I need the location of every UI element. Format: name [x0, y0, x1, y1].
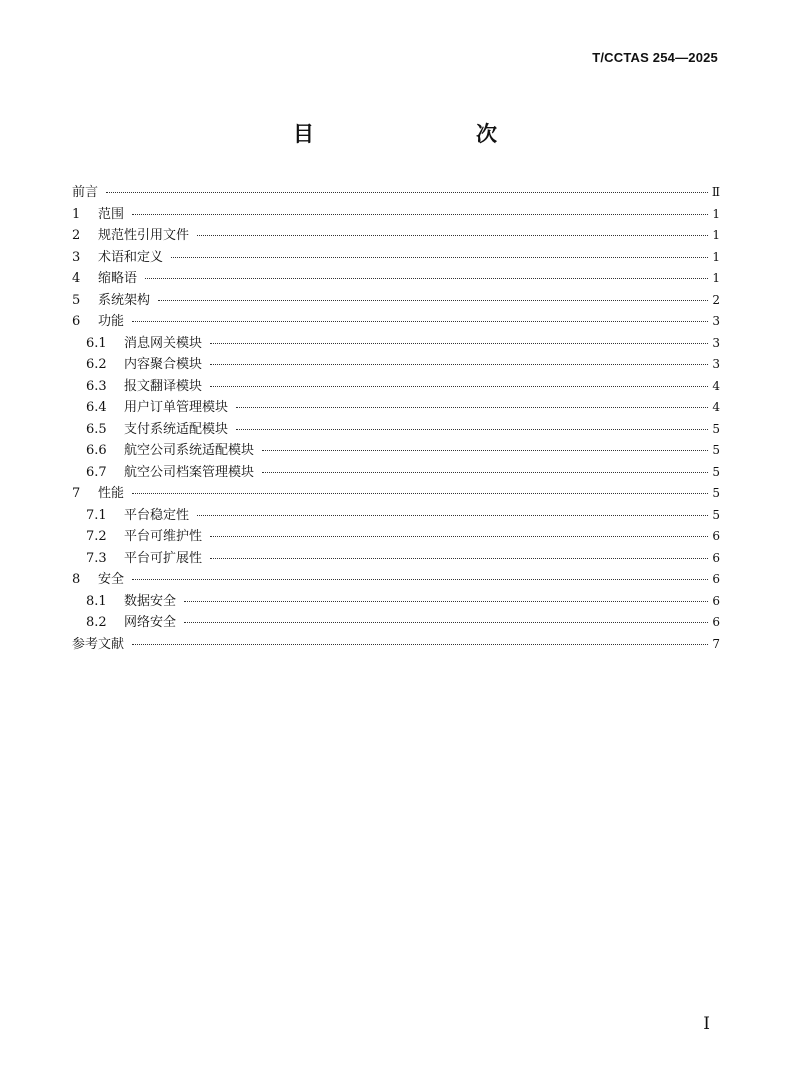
toc-entry-page: 5 [712, 464, 720, 479]
toc-entry-label: 参考文献 [72, 636, 125, 652]
toc-entry-number: 6.4 [86, 400, 107, 415]
table-of-contents [72, 181, 720, 654]
toc-entry-page: 1 [712, 206, 720, 221]
toc-entry-number: 6.2 [86, 357, 107, 372]
dot-leader [210, 558, 708, 559]
toc-entry[interactable] [72, 547, 720, 569]
toc-entry-number: 4 [72, 271, 81, 286]
toc-entry-label: 性能 [98, 486, 125, 501]
toc-entry-label: 系统架构 [98, 292, 151, 308]
toc-entry[interactable] [72, 375, 720, 397]
toc-entry-label: 航空公司系统适配模块 [124, 443, 255, 458]
toc-entry-label: 术语和定义 [98, 249, 164, 265]
toc-entry[interactable] [72, 461, 720, 483]
dot-leader [197, 515, 708, 516]
toc-entry[interactable] [72, 482, 720, 504]
toc-entry-label: 功能 [98, 314, 125, 329]
toc-entry[interactable] [72, 568, 720, 590]
toc-entry[interactable] [72, 203, 720, 225]
toc-entry-page: Ⅱ [711, 185, 720, 199]
toc-entry-label: 平台稳定性 [124, 507, 190, 523]
dot-leader [158, 300, 708, 301]
toc-entry-page: 6 [712, 615, 720, 629]
toc-entry-number: 7 [72, 486, 81, 501]
dot-leader [184, 622, 708, 623]
toc-entry[interactable] [72, 418, 720, 440]
toc-entry[interactable] [72, 181, 720, 203]
dot-leader [184, 601, 708, 602]
dot-leader [132, 644, 708, 645]
toc-entry[interactable] [72, 525, 720, 547]
toc-entry-number: 6.7 [86, 464, 107, 480]
toc-entry-number: 6 [72, 314, 81, 329]
toc-entry-page: 3 [712, 314, 720, 328]
toc-entry[interactable] [72, 611, 720, 633]
toc-entry-page: 5 [712, 486, 720, 500]
toc-entry-label: 平台可维护性 [124, 529, 203, 544]
toc-entry[interactable] [72, 504, 720, 526]
toc-entry-number: 6.3 [86, 378, 107, 394]
toc-entry-label: 支付系统适配模块 [124, 421, 229, 437]
toc-entry-number: 6.1 [86, 335, 107, 351]
dot-leader [171, 257, 708, 258]
toc-entry-page: 5 [712, 507, 720, 522]
dot-leader [236, 429, 708, 430]
toc-entry-page: 7 [712, 636, 720, 651]
toc-entry-label: 范围 [98, 206, 125, 222]
dot-leader [145, 278, 708, 279]
dot-leader [210, 536, 708, 537]
toc-entry-label: 前言 [72, 185, 99, 200]
toc-entry-page: 6 [712, 572, 720, 586]
toc-entry[interactable] [72, 246, 720, 268]
toc-entry[interactable] [72, 289, 720, 311]
toc-entry-page: 4 [712, 400, 720, 414]
toc-entry-label: 消息网关模块 [124, 335, 203, 351]
toc-entry-number: 3 [72, 249, 81, 265]
toc-entry-label: 数据安全 [124, 593, 177, 609]
toc-entry-page: 6 [712, 550, 720, 565]
toc-entry-number: 1 [72, 206, 81, 222]
toc-entry-number: 7.3 [86, 550, 107, 566]
toc-entry-page: 2 [712, 292, 720, 307]
toc-entry-number: 2 [72, 228, 81, 243]
toc-entry[interactable] [72, 332, 720, 354]
toc-entry-page: 1 [712, 249, 720, 264]
toc-title: 目 次 [293, 121, 537, 146]
dot-leader [132, 493, 708, 494]
toc-entry-number: 8.1 [86, 593, 107, 609]
toc-entry[interactable] [72, 633, 720, 655]
dot-leader [236, 407, 708, 408]
toc-entry-label: 航空公司档案管理模块 [124, 464, 255, 480]
toc-entry[interactable] [72, 396, 720, 418]
toc-entry-page: 5 [712, 421, 720, 436]
document-code: T/CCTAS 254—2025 [592, 50, 718, 65]
toc-entry-label: 用户订单管理模块 [124, 400, 229, 415]
toc-entry-number: 7.2 [86, 529, 107, 544]
dot-leader [132, 579, 708, 580]
toc-entry[interactable] [72, 224, 720, 246]
toc-entry-number: 7.1 [86, 507, 107, 523]
dot-leader [262, 472, 708, 473]
toc-entry[interactable] [72, 353, 720, 375]
toc-entry[interactable] [72, 590, 720, 612]
dot-leader [132, 321, 708, 322]
dot-leader [210, 386, 708, 387]
toc-entry-page: 1 [712, 271, 720, 285]
toc-entry-label: 安全 [98, 572, 125, 587]
toc-entry-label: 网络安全 [124, 615, 177, 630]
dot-leader [210, 364, 708, 365]
toc-entry-number: 8.2 [86, 615, 107, 630]
toc-entry-number: 8 [72, 572, 81, 587]
dot-leader [132, 214, 708, 215]
toc-entry-page: 6 [712, 529, 720, 543]
toc-entry[interactable] [72, 310, 720, 332]
toc-entry-label: 内容聚合模块 [124, 357, 203, 372]
dot-leader [210, 343, 708, 344]
toc-entry-label: 规范性引用文件 [98, 228, 190, 243]
toc-entry-page: 1 [712, 228, 720, 242]
toc-entry-number: 6.6 [86, 443, 107, 458]
dot-leader [262, 450, 708, 451]
toc-entry-label: 平台可扩展性 [124, 550, 203, 566]
toc-entry-number: 6.5 [86, 421, 107, 437]
toc-entry-page: 3 [712, 335, 720, 350]
toc-entry-page: 5 [712, 443, 720, 457]
dot-leader [106, 192, 708, 193]
toc-entry-page: 4 [712, 378, 720, 393]
toc-entry-label: 缩略语 [98, 271, 138, 286]
dot-leader [197, 235, 708, 236]
toc-entry[interactable] [72, 439, 720, 461]
toc-entry-page: 6 [712, 593, 720, 608]
toc-entry-page: 3 [712, 357, 720, 371]
page-number: Ⅰ [703, 1014, 710, 1034]
toc-entry[interactable] [72, 267, 720, 289]
toc-entry-number: 5 [72, 292, 81, 308]
toc-entry-label: 报文翻译模块 [124, 378, 203, 394]
